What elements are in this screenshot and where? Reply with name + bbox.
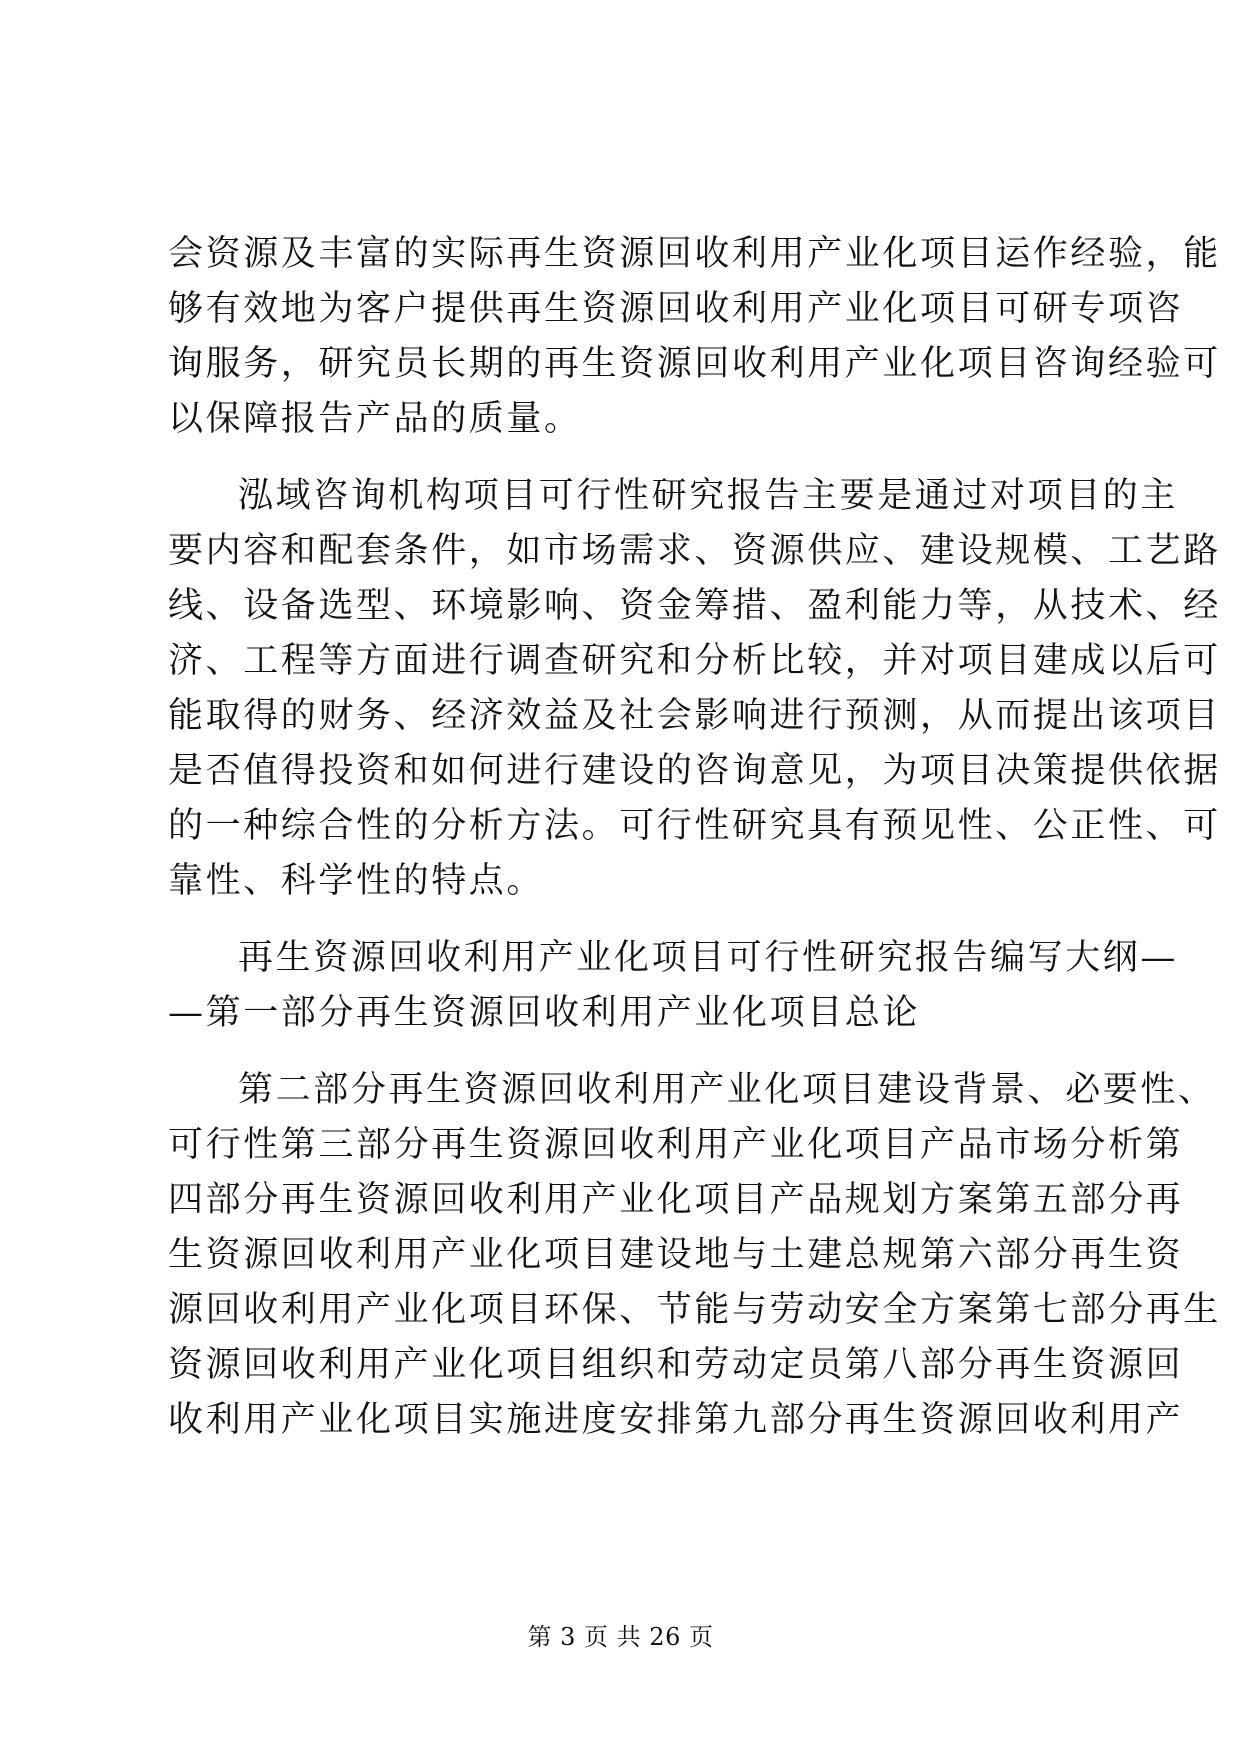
body-text-line: 要内容和配套条件，如市场需求、资源供应、建设规模、工艺路 <box>168 531 1221 571</box>
body-text-line: 四部分再生资源回收利用产业化项目产品规划方案第五部分再 <box>168 1180 1184 1220</box>
body-text-line: 收利用产业化项目实施进度安排第九部分再生资源回收利用产 <box>168 1400 1184 1440</box>
outline-heading-line: 再生资源回收利用产业化项目可行性研究报告编写大纲— <box>238 938 1179 978</box>
body-text-line: 线、设备选型、环境影响、资金筹措、盈利能力等，从技术、经 <box>168 586 1221 626</box>
paragraph-first-line: 泓域咨询机构项目可行性研究报告主要是通过对项目的主 <box>238 476 1179 516</box>
body-text-line: 会资源及丰富的实际再生资源回收利用产业化项目运作经验，能 <box>168 234 1221 274</box>
body-text-line: 询服务，研究员长期的再生资源回收利用产业化项目咨询经验可 <box>168 344 1221 384</box>
body-text-line: 生资源回收利用产业化项目建设地与土建总规第六部分再生资 <box>168 1235 1184 1275</box>
body-text-line: 源回收利用产业化项目环保、节能与劳动安全方案第七部分再生 <box>168 1290 1221 1330</box>
body-text-line: 可行性第三部分再生资源回收利用产业化项目产品市场分析第 <box>168 1125 1184 1165</box>
body-text-line: 是否值得投资和如何进行建设的咨询意见，为项目决策提供依据 <box>168 751 1221 791</box>
page-number-footer: 第 3 页 共 26 页 <box>527 1623 714 1651</box>
body-text-line: 够有效地为客户提供再生资源回收利用产业化项目可研专项咨 <box>168 289 1184 329</box>
body-text-line: 靠性、科学性的特点。 <box>168 861 545 901</box>
body-text-line: 的一种综合性的分析方法。可行性研究具有预见性、公正性、可 <box>168 806 1221 846</box>
body-text-line: 能取得的财务、经济效益及社会影响进行预测，从而提出该项目 <box>168 696 1221 736</box>
body-text-line: 济、工程等方面进行调查研究和分析比较，并对项目建成以后可 <box>168 641 1221 681</box>
paragraph-first-line: 第二部分再生资源回收利用产业化项目建设背景、必要性、 <box>238 1070 1216 1110</box>
body-text-line: 资源回收利用产业化项目组织和劳动定员第八部分再生资源回 <box>168 1345 1184 1385</box>
outline-heading-line: —第一部分再生资源回收利用产业化项目总论 <box>168 993 921 1033</box>
body-text-line: 以保障报告产品的质量。 <box>168 399 582 439</box>
